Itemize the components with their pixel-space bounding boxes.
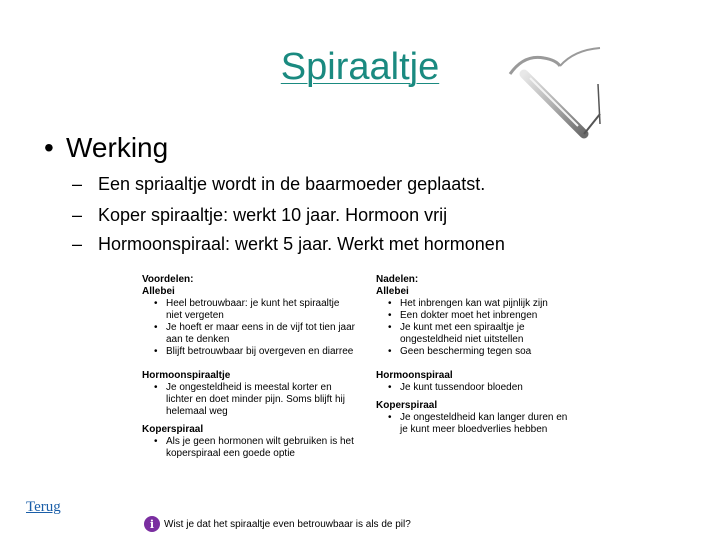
cons-item: • Je kunt tussendoor bloeden	[388, 382, 523, 393]
cons-section-heading: Allebei	[376, 286, 409, 297]
info-callout	[144, 514, 411, 534]
cons-item: • Een dokter moet het inbrengen	[388, 310, 538, 321]
pros-header: Voordelen:	[142, 274, 194, 285]
cons-item: • Het inbrengen kan wat pijnlijk zijn	[388, 298, 548, 309]
info-question: Wist je dat het spiraaltje even betrouwbaar is als de pil?	[164, 518, 411, 530]
sub-item-1: – Een spriaaltje wordt in de baarmoeder geplaatst.	[72, 174, 486, 194]
cons-section-heading: Hormoonspiraal	[376, 370, 453, 381]
bullet-werking: • Werking	[44, 132, 169, 163]
pros-section-heading: Hormoonspiraaltje	[142, 370, 231, 381]
slide-title[interactable]: Spiraaltje	[280, 46, 440, 88]
cons-item: • Geen bescherming tegen soa	[388, 346, 532, 357]
pros-section-heading: Koperspiraal	[142, 424, 204, 435]
pros-item: • Als je geen hormonen wilt gebruiken is het koperspiraal een goede optie	[154, 436, 354, 459]
cons-item: • Je ongesteldheid kan langer duren en je kunt meer bloedverlies hebben	[388, 412, 568, 435]
cons-header: Nadelen:	[376, 274, 419, 285]
back-link[interactable]: Terug	[26, 499, 61, 515]
sub-item-3: – Hormoonspiraal: werkt 5 jaar. Werkt met hormonen	[72, 234, 505, 254]
cons-item: • Je kunt met een spiraaltje je ongesteldheid niet uitstellen	[388, 322, 525, 345]
pros-item: • Blijft betrouwbaar bij overgeven en diarree	[154, 346, 354, 357]
pros-section-heading: Allebei	[142, 286, 175, 297]
sub-item-2: – Koper spiraaltje: werkt 10 jaar. Hormoon vrij	[72, 205, 448, 225]
info-icon[interactable]: i	[144, 516, 160, 532]
pros-item: • Heel betrouwbaar: je kunt het spiraaltje niet vergeten	[154, 298, 340, 321]
iud-image	[504, 44, 606, 146]
pros-item: • Je ongesteldheid is meestal korter en lichter en doet minder pijn. Soms blijft hij helemaal weg	[154, 382, 345, 417]
pros-cons-table	[142, 274, 570, 484]
pros-column	[142, 274, 356, 460]
pros-item: • Je hoeft er maar eens in de vijf tot tien jaar aan te denken	[154, 322, 355, 345]
cons-column	[376, 274, 570, 436]
cons-section-heading: Koperspiraal	[376, 400, 438, 411]
